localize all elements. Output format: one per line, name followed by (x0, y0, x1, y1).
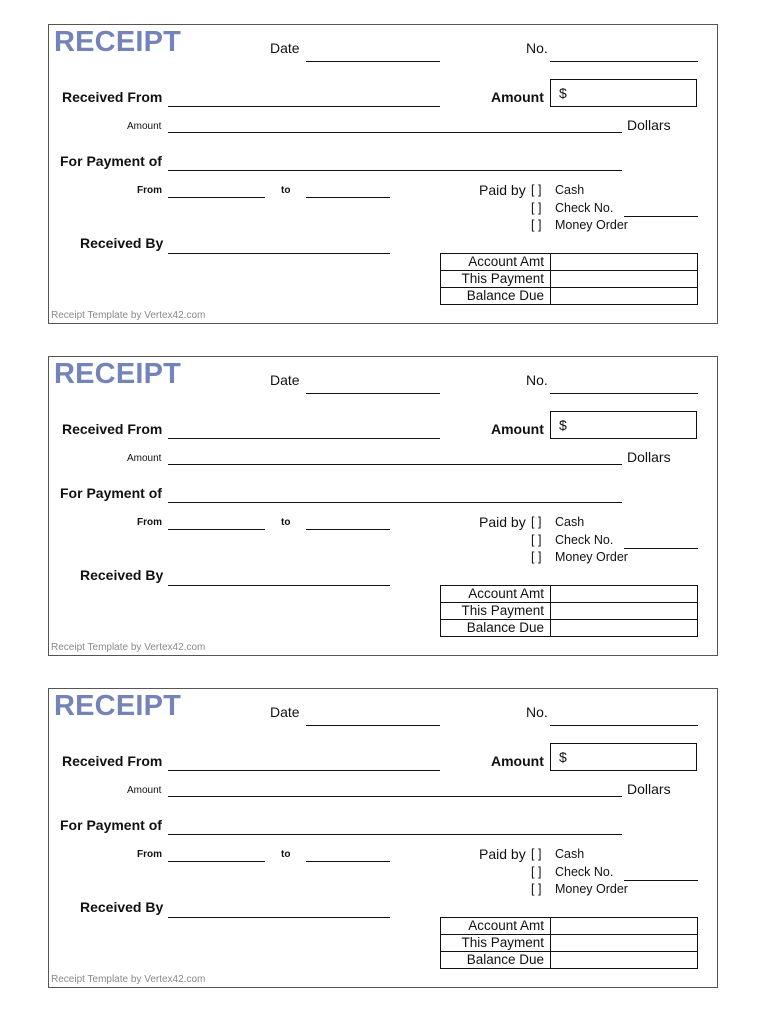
to-date-field[interactable] (306, 529, 390, 530)
money-order-label: Money Order (555, 550, 628, 564)
this-payment-label: This Payment (441, 935, 551, 952)
receipt-title: RECEIPT (54, 358, 182, 390)
money-order-checkbox[interactable]: [ ] (531, 218, 542, 232)
amount-words-label: Amount (127, 121, 162, 132)
received-by-field[interactable] (168, 253, 390, 254)
for-payment-label: For Payment of (60, 153, 162, 169)
amount-label: Amount (491, 89, 544, 105)
balance-due-label: Balance Due (441, 952, 551, 969)
table-row (441, 620, 698, 637)
table-row (441, 288, 698, 305)
from-label: From (137, 185, 162, 196)
balance-due-field[interactable] (551, 620, 698, 637)
for-payment-label: For Payment of (60, 485, 162, 501)
check-number-field[interactable] (624, 880, 698, 881)
amount-label: Amount (491, 753, 544, 769)
account-amt-field[interactable] (551, 254, 698, 271)
from-date-field[interactable] (168, 861, 265, 862)
balance-due-label: Balance Due (441, 620, 551, 637)
amount-field[interactable] (550, 411, 697, 439)
currency-symbol: $ (559, 749, 567, 765)
paid-by-label: Paid by (479, 514, 526, 530)
money-order-label: Money Order (555, 882, 628, 896)
table-row (441, 918, 698, 935)
table-row (441, 271, 698, 288)
receipt-title: RECEIPT (54, 26, 182, 58)
paid-by-label: Paid by (479, 846, 526, 862)
date-label: Date (270, 40, 300, 56)
from-label: From (137, 517, 162, 528)
received-from-label: Received From (62, 421, 163, 437)
to-label: to (281, 517, 291, 528)
check-checkbox[interactable]: [ ] (531, 201, 542, 215)
amount-words-field[interactable] (168, 464, 622, 465)
amount-field[interactable] (550, 79, 697, 107)
this-payment-field[interactable] (551, 935, 698, 952)
cash-checkbox[interactable]: [ ] (531, 847, 542, 861)
receipt-form (48, 356, 718, 656)
received-from-field[interactable] (168, 438, 440, 439)
dollars-label: Dollars (627, 117, 671, 133)
amount-label: Amount (491, 421, 544, 437)
for-payment-label: For Payment of (60, 817, 162, 833)
balance-table (440, 917, 698, 969)
account-amt-label: Account Amt (441, 586, 551, 603)
table-row (441, 603, 698, 620)
check-number-label: Check No. (555, 865, 614, 879)
received-by-field[interactable] (168, 917, 390, 918)
amount-field[interactable] (550, 743, 697, 771)
date-label: Date (270, 704, 300, 720)
footer-credit: Receipt Template by Vertex42.com (51, 642, 206, 653)
account-amt-label: Account Amt (441, 918, 551, 935)
balance-due-label: Balance Due (441, 288, 551, 305)
to-label: to (281, 185, 291, 196)
for-payment-field[interactable] (168, 502, 622, 503)
cash-label: Cash (555, 515, 585, 529)
amount-words-label: Amount (127, 453, 162, 464)
receipt-number-field[interactable] (550, 725, 698, 726)
footer-credit: Receipt Template by Vertex42.com (51, 974, 206, 985)
this-payment-field[interactable] (551, 271, 698, 288)
money-order-checkbox[interactable]: [ ] (531, 550, 542, 564)
amount-words-label: Amount (127, 785, 162, 796)
cash-checkbox[interactable]: [ ] (531, 515, 542, 529)
received-from-label: Received From (62, 89, 163, 105)
received-by-label: Received By (80, 567, 164, 583)
account-amt-field[interactable] (551, 918, 698, 935)
check-number-field[interactable] (624, 548, 698, 549)
cash-label: Cash (555, 847, 585, 861)
check-number-label: Check No. (555, 201, 614, 215)
received-from-label: Received From (62, 753, 163, 769)
check-number-label: Check No. (555, 533, 614, 547)
receipt-title: RECEIPT (54, 690, 182, 722)
balance-table (440, 253, 698, 305)
from-date-field[interactable] (168, 529, 265, 530)
cash-checkbox[interactable]: [ ] (531, 183, 542, 197)
receipt-form (48, 24, 718, 324)
received-by-label: Received By (80, 899, 164, 915)
receipt-form (48, 688, 718, 988)
receipt-number-field[interactable] (550, 61, 698, 62)
date-field[interactable] (306, 725, 440, 726)
for-payment-field[interactable] (168, 170, 622, 171)
check-checkbox[interactable]: [ ] (531, 865, 542, 879)
balance-due-field[interactable] (551, 288, 698, 305)
balance-due-field[interactable] (551, 952, 698, 969)
receipt-number-label: No. (526, 372, 548, 388)
money-order-label: Money Order (555, 218, 628, 232)
receipt-number-label: No. (526, 704, 548, 720)
currency-symbol: $ (559, 85, 567, 101)
check-number-field[interactable] (624, 216, 698, 217)
amount-words-field[interactable] (168, 132, 622, 133)
amount-words-field[interactable] (168, 796, 622, 797)
this-payment-label: This Payment (441, 603, 551, 620)
from-date-field[interactable] (168, 197, 265, 198)
received-from-field[interactable] (168, 770, 440, 771)
received-by-field[interactable] (168, 585, 390, 586)
date-field[interactable] (306, 393, 440, 394)
receipt-number-field[interactable] (550, 393, 698, 394)
to-date-field[interactable] (306, 861, 390, 862)
money-order-checkbox[interactable]: [ ] (531, 882, 542, 896)
from-label: From (137, 849, 162, 860)
for-payment-field[interactable] (168, 834, 622, 835)
table-row (441, 254, 698, 271)
check-checkbox[interactable]: [ ] (531, 533, 542, 547)
dollars-label: Dollars (627, 449, 671, 465)
table-row (441, 952, 698, 969)
date-field[interactable] (306, 61, 440, 62)
received-from-field[interactable] (168, 106, 440, 107)
received-by-label: Received By (80, 235, 164, 251)
cash-label: Cash (555, 183, 585, 197)
this-payment-label: This Payment (441, 271, 551, 288)
table-row (441, 935, 698, 952)
table-row (441, 586, 698, 603)
this-payment-field[interactable] (551, 603, 698, 620)
account-amt-field[interactable] (551, 586, 698, 603)
date-label: Date (270, 372, 300, 388)
to-label: to (281, 849, 291, 860)
receipt-number-label: No. (526, 40, 548, 56)
to-date-field[interactable] (306, 197, 390, 198)
currency-symbol: $ (559, 417, 567, 433)
balance-table (440, 585, 698, 637)
dollars-label: Dollars (627, 781, 671, 797)
footer-credit: Receipt Template by Vertex42.com (51, 310, 206, 321)
paid-by-label: Paid by (479, 182, 526, 198)
account-amt-label: Account Amt (441, 254, 551, 271)
